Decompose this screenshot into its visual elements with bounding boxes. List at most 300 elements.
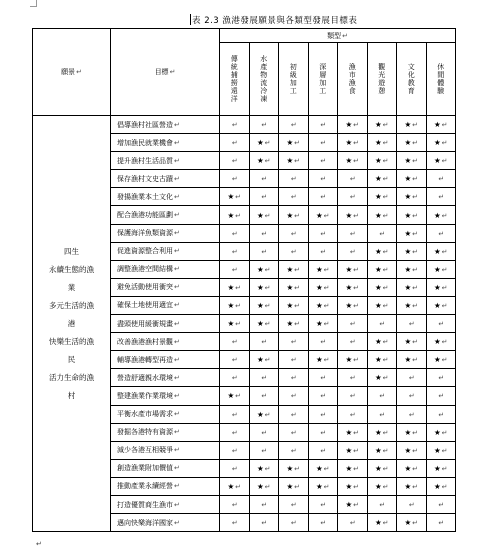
empty-mark-cell: ↵ xyxy=(220,405,250,423)
star-icon: ★ xyxy=(256,282,264,292)
star-mark-cell: ★↵ xyxy=(397,116,427,134)
star-mark-cell: ★↵ xyxy=(426,351,456,369)
star-mark-cell: ★↵ xyxy=(338,296,368,314)
empty-mark-cell: ↵ xyxy=(220,351,250,369)
goal-cell: 避免活動使用衝突↵ xyxy=(111,278,220,296)
star-icon: ★ xyxy=(374,264,382,274)
star-mark-cell: ★↵ xyxy=(426,296,456,314)
empty-mark-cell: ↵ xyxy=(397,315,427,333)
empty-mark-cell: ↵ xyxy=(308,170,338,188)
goal-cell: 倡導漁村社區營造↵ xyxy=(111,116,220,134)
vision-line: 活力生命的漁 xyxy=(49,372,94,382)
star-mark-cell: ★↵ xyxy=(367,423,397,441)
star-icon: ★ xyxy=(286,319,294,329)
empty-mark-cell: ↵ xyxy=(220,260,250,278)
star-mark-cell: ★↵ xyxy=(308,296,338,314)
star-icon: ★ xyxy=(404,300,412,310)
star-mark-cell: ★↵ xyxy=(308,477,338,495)
star-icon: ★ xyxy=(404,246,412,256)
empty-mark-cell: ↵ xyxy=(308,134,338,152)
goal-cell: 整建漁業作業環境↵ xyxy=(111,387,220,405)
star-icon: ★ xyxy=(345,500,353,510)
star-icon: ★ xyxy=(227,481,235,491)
star-icon: ★ xyxy=(315,481,323,491)
goal-cell: 營造舒適親水環境↵ xyxy=(111,369,220,387)
star-icon: ★ xyxy=(374,355,382,365)
empty-mark-cell: ↵ xyxy=(249,514,279,532)
star-mark-cell: ★↵ xyxy=(397,206,427,224)
star-mark-cell: ★↵ xyxy=(249,296,279,314)
empty-mark-cell: ↵ xyxy=(279,188,309,206)
star-mark-cell: ★↵ xyxy=(367,260,397,278)
header-vision: 願景↵ xyxy=(33,29,111,116)
star-icon: ★ xyxy=(227,300,235,310)
vision-line: 村 xyxy=(67,390,76,400)
empty-mark-cell: ↵ xyxy=(279,514,309,532)
empty-mark-cell: ↵ xyxy=(249,224,279,242)
star-mark-cell: ★↵ xyxy=(249,206,279,224)
star-mark-cell: ★↵ xyxy=(338,441,368,459)
star-icon: ★ xyxy=(286,481,294,491)
star-mark-cell: ★↵ xyxy=(279,296,309,314)
empty-mark-cell: ↵ xyxy=(426,514,456,532)
empty-mark-cell: ↵ xyxy=(279,405,309,423)
star-icon: ★ xyxy=(404,445,412,455)
star-icon: ★ xyxy=(404,192,412,202)
header-type: 類型↵ xyxy=(220,29,456,43)
star-icon: ★ xyxy=(404,463,412,473)
star-icon: ★ xyxy=(433,156,441,166)
star-icon: ★ xyxy=(256,156,264,166)
star-icon: ★ xyxy=(404,138,412,148)
empty-mark-cell: ↵ xyxy=(338,333,368,351)
star-mark-cell: ★↵ xyxy=(249,278,279,296)
star-mark-cell: ★↵ xyxy=(367,134,397,152)
empty-mark-cell: ↵ xyxy=(426,369,456,387)
empty-mark-cell: ↵ xyxy=(220,116,250,134)
empty-mark-cell: ↵ xyxy=(249,188,279,206)
empty-mark-cell: ↵ xyxy=(367,387,397,405)
goal-cell: 配合漁港功能區劃↵ xyxy=(111,206,220,224)
star-icon: ★ xyxy=(404,282,412,292)
star-mark-cell: ★↵ xyxy=(338,351,368,369)
goal-cell: 平衡水產市場需求↵ xyxy=(111,405,220,423)
star-mark-cell: ★↵ xyxy=(426,278,456,296)
star-mark-cell: ★↵ xyxy=(249,152,279,170)
star-mark-cell: ★↵ xyxy=(397,477,427,495)
star-icon: ★ xyxy=(286,300,294,310)
star-icon: ★ xyxy=(374,138,382,148)
star-icon: ★ xyxy=(374,282,382,292)
star-icon: ★ xyxy=(374,120,382,130)
star-mark-cell: ★↵ xyxy=(279,206,309,224)
goal-cell: 盡頭使用緩衝規畫↵ xyxy=(111,315,220,333)
star-mark-cell: ★↵ xyxy=(220,315,250,333)
goal-cell: 改善漁港漁村景觀↵ xyxy=(111,333,220,351)
star-icon: ★ xyxy=(345,445,353,455)
star-icon: ★ xyxy=(345,264,353,274)
empty-mark-cell: ↵ xyxy=(308,224,338,242)
empty-mark-cell: ↵ xyxy=(220,459,250,477)
star-icon: ★ xyxy=(286,264,294,274)
goal-cell: 促進資源整合利用↵ xyxy=(111,242,220,260)
star-icon: ★ xyxy=(345,120,353,130)
empty-mark-cell: ↵ xyxy=(220,423,250,441)
star-icon: ★ xyxy=(374,192,382,202)
star-icon: ★ xyxy=(374,373,382,383)
empty-mark-cell: ↵ xyxy=(397,387,427,405)
star-icon: ★ xyxy=(433,246,441,256)
star-icon: ★ xyxy=(374,300,382,310)
empty-mark-cell: ↵ xyxy=(426,495,456,513)
empty-mark-cell: ↵ xyxy=(279,224,309,242)
star-icon: ★ xyxy=(286,463,294,473)
goal-cell: 輔導漁港轉型再造↵ xyxy=(111,351,220,369)
star-mark-cell: ★↵ xyxy=(397,188,427,206)
star-mark-cell: ★↵ xyxy=(308,260,338,278)
star-mark-cell: ★↵ xyxy=(367,369,397,387)
star-icon: ★ xyxy=(345,481,353,491)
star-icon: ★ xyxy=(345,210,353,220)
goal-cell: 發揚漁業本土文化↵ xyxy=(111,188,220,206)
goal-cell: 增加漁民就業機會↵ xyxy=(111,134,220,152)
empty-mark-cell: ↵ xyxy=(308,387,338,405)
star-icon: ★ xyxy=(374,518,382,528)
star-mark-cell: ★↵ xyxy=(338,134,368,152)
vision-line: 業 xyxy=(67,282,76,292)
star-mark-cell: ★↵ xyxy=(338,459,368,477)
star-mark-cell: ★↵ xyxy=(367,278,397,296)
star-icon: ★ xyxy=(433,481,441,491)
empty-mark-cell: ↵ xyxy=(397,495,427,513)
star-icon: ★ xyxy=(374,337,382,347)
star-icon: ★ xyxy=(315,210,323,220)
star-icon: ★ xyxy=(433,138,441,148)
empty-mark-cell: ↵ xyxy=(249,495,279,513)
category-header: 漁市漁食 xyxy=(338,43,368,116)
star-mark-cell: ★↵ xyxy=(279,152,309,170)
empty-mark-cell: ↵ xyxy=(220,369,250,387)
star-icon: ★ xyxy=(433,445,441,455)
star-icon: ★ xyxy=(404,156,412,166)
star-icon: ★ xyxy=(404,120,412,130)
star-icon: ★ xyxy=(374,246,382,256)
empty-mark-cell: ↵ xyxy=(426,224,456,242)
goal-cell: 調整漁港空間結構↵ xyxy=(111,260,220,278)
star-mark-cell: ★↵ xyxy=(279,477,309,495)
star-icon: ★ xyxy=(374,445,382,455)
goal-cell: 打造優質商生漁市↵ xyxy=(111,495,220,513)
empty-mark-cell: ↵ xyxy=(338,224,368,242)
star-icon: ★ xyxy=(256,210,264,220)
vision-line: 港 xyxy=(67,318,76,328)
star-mark-cell: ★↵ xyxy=(249,260,279,278)
table-body xyxy=(33,116,456,532)
star-mark-cell: ★↵ xyxy=(220,278,250,296)
star-mark-cell: ★↵ xyxy=(249,351,279,369)
star-icon: ★ xyxy=(227,210,235,220)
category-header: 傳統捕撈遠洋 xyxy=(220,43,250,116)
empty-mark-cell: ↵ xyxy=(249,242,279,260)
star-mark-cell: ★↵ xyxy=(220,387,250,405)
star-icon: ★ xyxy=(227,192,235,202)
goal-cell: 保護海洋魚類資源↵ xyxy=(111,224,220,242)
star-mark-cell: ★↵ xyxy=(426,423,456,441)
empty-mark-cell: ↵ xyxy=(338,514,368,532)
vision-line: 永續生態的漁 xyxy=(49,264,94,274)
star-mark-cell: ★↵ xyxy=(367,170,397,188)
category-header: 休閒體驗 xyxy=(426,43,456,116)
star-icon: ★ xyxy=(345,463,353,473)
empty-mark-cell: ↵ xyxy=(426,170,456,188)
star-icon: ★ xyxy=(256,138,264,148)
empty-mark-cell: ↵ xyxy=(220,333,250,351)
star-icon: ★ xyxy=(315,355,323,365)
star-mark-cell: ★↵ xyxy=(397,514,427,532)
star-mark-cell: ★↵ xyxy=(367,116,397,134)
paragraph-mark: ↵ xyxy=(36,540,42,548)
star-mark-cell: ★↵ xyxy=(397,459,427,477)
star-icon: ★ xyxy=(404,264,412,274)
empty-mark-cell: ↵ xyxy=(308,116,338,134)
empty-mark-cell: ↵ xyxy=(279,242,309,260)
category-header: 觀光遊憩 xyxy=(367,43,397,116)
empty-mark-cell: ↵ xyxy=(308,333,338,351)
star-mark-cell: ★↵ xyxy=(367,459,397,477)
star-mark-cell: ★↵ xyxy=(397,224,427,242)
goal-cell: 提升漁村生活品質↵ xyxy=(111,152,220,170)
star-icon: ★ xyxy=(374,463,382,473)
empty-mark-cell: ↵ xyxy=(308,423,338,441)
empty-mark-cell: ↵ xyxy=(426,405,456,423)
star-mark-cell: ★↵ xyxy=(397,278,427,296)
empty-mark-cell: ↵ xyxy=(220,152,250,170)
star-icon: ★ xyxy=(256,463,264,473)
star-mark-cell: ★↵ xyxy=(397,152,427,170)
empty-mark-cell: ↵ xyxy=(279,423,309,441)
star-mark-cell: ★↵ xyxy=(397,296,427,314)
star-icon: ★ xyxy=(374,156,382,166)
vision-line: 民 xyxy=(67,354,76,364)
empty-mark-cell: ↵ xyxy=(367,405,397,423)
star-mark-cell: ★↵ xyxy=(426,441,456,459)
star-icon: ★ xyxy=(404,481,412,491)
empty-mark-cell: ↵ xyxy=(338,387,368,405)
star-icon: ★ xyxy=(433,463,441,473)
star-icon: ★ xyxy=(315,264,323,274)
star-icon: ★ xyxy=(433,300,441,310)
empty-mark-cell: ↵ xyxy=(426,387,456,405)
star-mark-cell: ★↵ xyxy=(279,315,309,333)
star-icon: ★ xyxy=(256,409,264,419)
star-mark-cell: ★↵ xyxy=(279,260,309,278)
empty-mark-cell: ↵ xyxy=(338,170,368,188)
star-mark-cell: ★↵ xyxy=(426,206,456,224)
empty-mark-cell: ↵ xyxy=(308,242,338,260)
star-mark-cell: ★↵ xyxy=(426,152,456,170)
star-icon: ★ xyxy=(345,282,353,292)
empty-mark-cell: ↵ xyxy=(308,514,338,532)
star-mark-cell: ★↵ xyxy=(367,188,397,206)
empty-mark-cell: ↵ xyxy=(308,495,338,513)
star-icon: ★ xyxy=(256,355,264,365)
empty-mark-cell: ↵ xyxy=(338,369,368,387)
star-mark-cell: ★↵ xyxy=(397,242,427,260)
text-cursor xyxy=(190,14,191,25)
empty-mark-cell: ↵ xyxy=(249,423,279,441)
category-header: 水產物流冷凍 xyxy=(249,43,279,116)
star-icon: ★ xyxy=(404,210,412,220)
star-icon: ★ xyxy=(286,282,294,292)
star-icon: ★ xyxy=(404,337,412,347)
star-mark-cell: ★↵ xyxy=(279,459,309,477)
empty-mark-cell: ↵ xyxy=(308,188,338,206)
table-title: 表 2.3 漁港發展願景與各類型發展目標表 xyxy=(192,16,358,26)
category-header: 深層加工 xyxy=(308,43,338,116)
empty-mark-cell: ↵ xyxy=(338,188,368,206)
empty-mark-cell: ↵ xyxy=(279,441,309,459)
empty-mark-cell: ↵ xyxy=(367,495,397,513)
empty-mark-cell: ↵ xyxy=(220,170,250,188)
empty-mark-cell: ↵ xyxy=(220,495,250,513)
empty-mark-cell: ↵ xyxy=(397,405,427,423)
star-icon: ★ xyxy=(433,282,441,292)
goal-cell: 減少各港互相競爭↵ xyxy=(111,441,220,459)
star-icon: ★ xyxy=(256,300,264,310)
star-mark-cell: ★↵ xyxy=(338,495,368,513)
star-icon: ★ xyxy=(404,518,412,528)
vision-cell xyxy=(33,116,111,532)
empty-mark-cell: ↵ xyxy=(279,495,309,513)
star-mark-cell: ★↵ xyxy=(426,116,456,134)
star-icon: ★ xyxy=(374,210,382,220)
star-icon: ★ xyxy=(315,282,323,292)
star-icon: ★ xyxy=(345,156,353,166)
star-mark-cell: ★↵ xyxy=(308,459,338,477)
star-mark-cell: ★↵ xyxy=(367,206,397,224)
star-icon: ★ xyxy=(345,355,353,365)
star-icon: ★ xyxy=(315,300,323,310)
star-mark-cell: ★↵ xyxy=(426,134,456,152)
star-icon: ★ xyxy=(404,355,412,365)
star-mark-cell: ★↵ xyxy=(426,260,456,278)
star-icon: ★ xyxy=(286,138,294,148)
empty-mark-cell: ↵ xyxy=(249,387,279,405)
star-icon: ★ xyxy=(256,264,264,274)
star-mark-cell: ★↵ xyxy=(338,116,368,134)
empty-mark-cell: ↵ xyxy=(279,333,309,351)
star-mark-cell: ★↵ xyxy=(426,477,456,495)
empty-mark-cell: ↵ xyxy=(397,369,427,387)
star-mark-cell: ★↵ xyxy=(397,351,427,369)
star-icon: ★ xyxy=(315,463,323,473)
category-header: 文化教育 xyxy=(397,43,427,116)
star-mark-cell: ★↵ xyxy=(367,242,397,260)
page-corner-mark xyxy=(30,0,37,7)
star-mark-cell: ★↵ xyxy=(279,134,309,152)
empty-mark-cell: ↵ xyxy=(338,405,368,423)
star-mark-cell: ★↵ xyxy=(308,315,338,333)
goal-cell: 創造漁業附加價值↵ xyxy=(111,459,220,477)
empty-mark-cell: ↵ xyxy=(220,242,250,260)
empty-mark-cell: ↵ xyxy=(279,116,309,134)
empty-mark-cell: ↵ xyxy=(367,315,397,333)
category-header: 初級加工 xyxy=(279,43,309,116)
empty-mark-cell: ↵ xyxy=(308,441,338,459)
star-mark-cell: ★↵ xyxy=(367,514,397,532)
empty-mark-cell: ↵ xyxy=(308,369,338,387)
star-icon: ★ xyxy=(433,264,441,274)
goal-cell: 發掘各港特有資源↵ xyxy=(111,423,220,441)
star-icon: ★ xyxy=(433,120,441,130)
empty-mark-cell: ↵ xyxy=(279,170,309,188)
goal-cell: 確保土地使用適宜↵ xyxy=(111,296,220,314)
empty-mark-cell: ↵ xyxy=(249,369,279,387)
star-mark-cell: ★↵ xyxy=(220,206,250,224)
goal-cell: 邁向快樂海洋國家↵ xyxy=(111,514,220,532)
star-mark-cell: ★↵ xyxy=(397,423,427,441)
star-mark-cell: ★↵ xyxy=(308,351,338,369)
star-mark-cell: ★↵ xyxy=(397,333,427,351)
star-mark-cell: ★↵ xyxy=(308,278,338,296)
empty-mark-cell: ↵ xyxy=(338,242,368,260)
star-mark-cell: ★↵ xyxy=(367,477,397,495)
star-mark-cell: ★↵ xyxy=(397,134,427,152)
star-icon: ★ xyxy=(374,174,382,184)
vision-line: 快樂生活的漁 xyxy=(49,336,94,346)
star-mark-cell: ★↵ xyxy=(397,170,427,188)
empty-mark-cell: ↵ xyxy=(220,441,250,459)
empty-mark-cell: ↵ xyxy=(426,315,456,333)
star-icon: ★ xyxy=(433,337,441,347)
vision-line: 四生 xyxy=(64,246,79,256)
goal-cell: 保存漁村文史古蹟↵ xyxy=(111,170,220,188)
empty-mark-cell: ↵ xyxy=(279,351,309,369)
star-mark-cell: ★↵ xyxy=(308,206,338,224)
star-mark-cell: ★↵ xyxy=(249,477,279,495)
star-mark-cell: ★↵ xyxy=(249,405,279,423)
star-icon: ★ xyxy=(286,156,294,166)
star-icon: ★ xyxy=(256,481,264,491)
star-mark-cell: ★↵ xyxy=(338,278,368,296)
star-mark-cell: ★↵ xyxy=(397,441,427,459)
star-icon: ★ xyxy=(315,319,323,329)
star-mark-cell: ★↵ xyxy=(338,206,368,224)
star-icon: ★ xyxy=(227,282,235,292)
star-icon: ★ xyxy=(256,319,264,329)
empty-mark-cell: ↵ xyxy=(220,514,250,532)
star-icon: ★ xyxy=(227,391,235,401)
star-icon: ★ xyxy=(404,427,412,437)
star-mark-cell: ★↵ xyxy=(249,459,279,477)
star-icon: ★ xyxy=(345,138,353,148)
star-mark-cell: ★↵ xyxy=(338,423,368,441)
star-mark-cell: ★↵ xyxy=(338,260,368,278)
empty-mark-cell: ↵ xyxy=(220,134,250,152)
star-icon: ★ xyxy=(433,427,441,437)
star-mark-cell: ★↵ xyxy=(426,242,456,260)
star-mark-cell: ★↵ xyxy=(249,134,279,152)
vision-goal-table xyxy=(32,28,456,532)
vision-line: 多元生活的漁 xyxy=(49,300,94,310)
star-mark-cell: ★↵ xyxy=(426,459,456,477)
star-mark-cell: ★↵ xyxy=(220,296,250,314)
star-icon: ★ xyxy=(374,481,382,491)
empty-mark-cell: ↵ xyxy=(249,170,279,188)
goal-cell: 推動產業永續經營↵ xyxy=(111,477,220,495)
star-icon: ★ xyxy=(433,210,441,220)
star-icon: ★ xyxy=(345,427,353,437)
